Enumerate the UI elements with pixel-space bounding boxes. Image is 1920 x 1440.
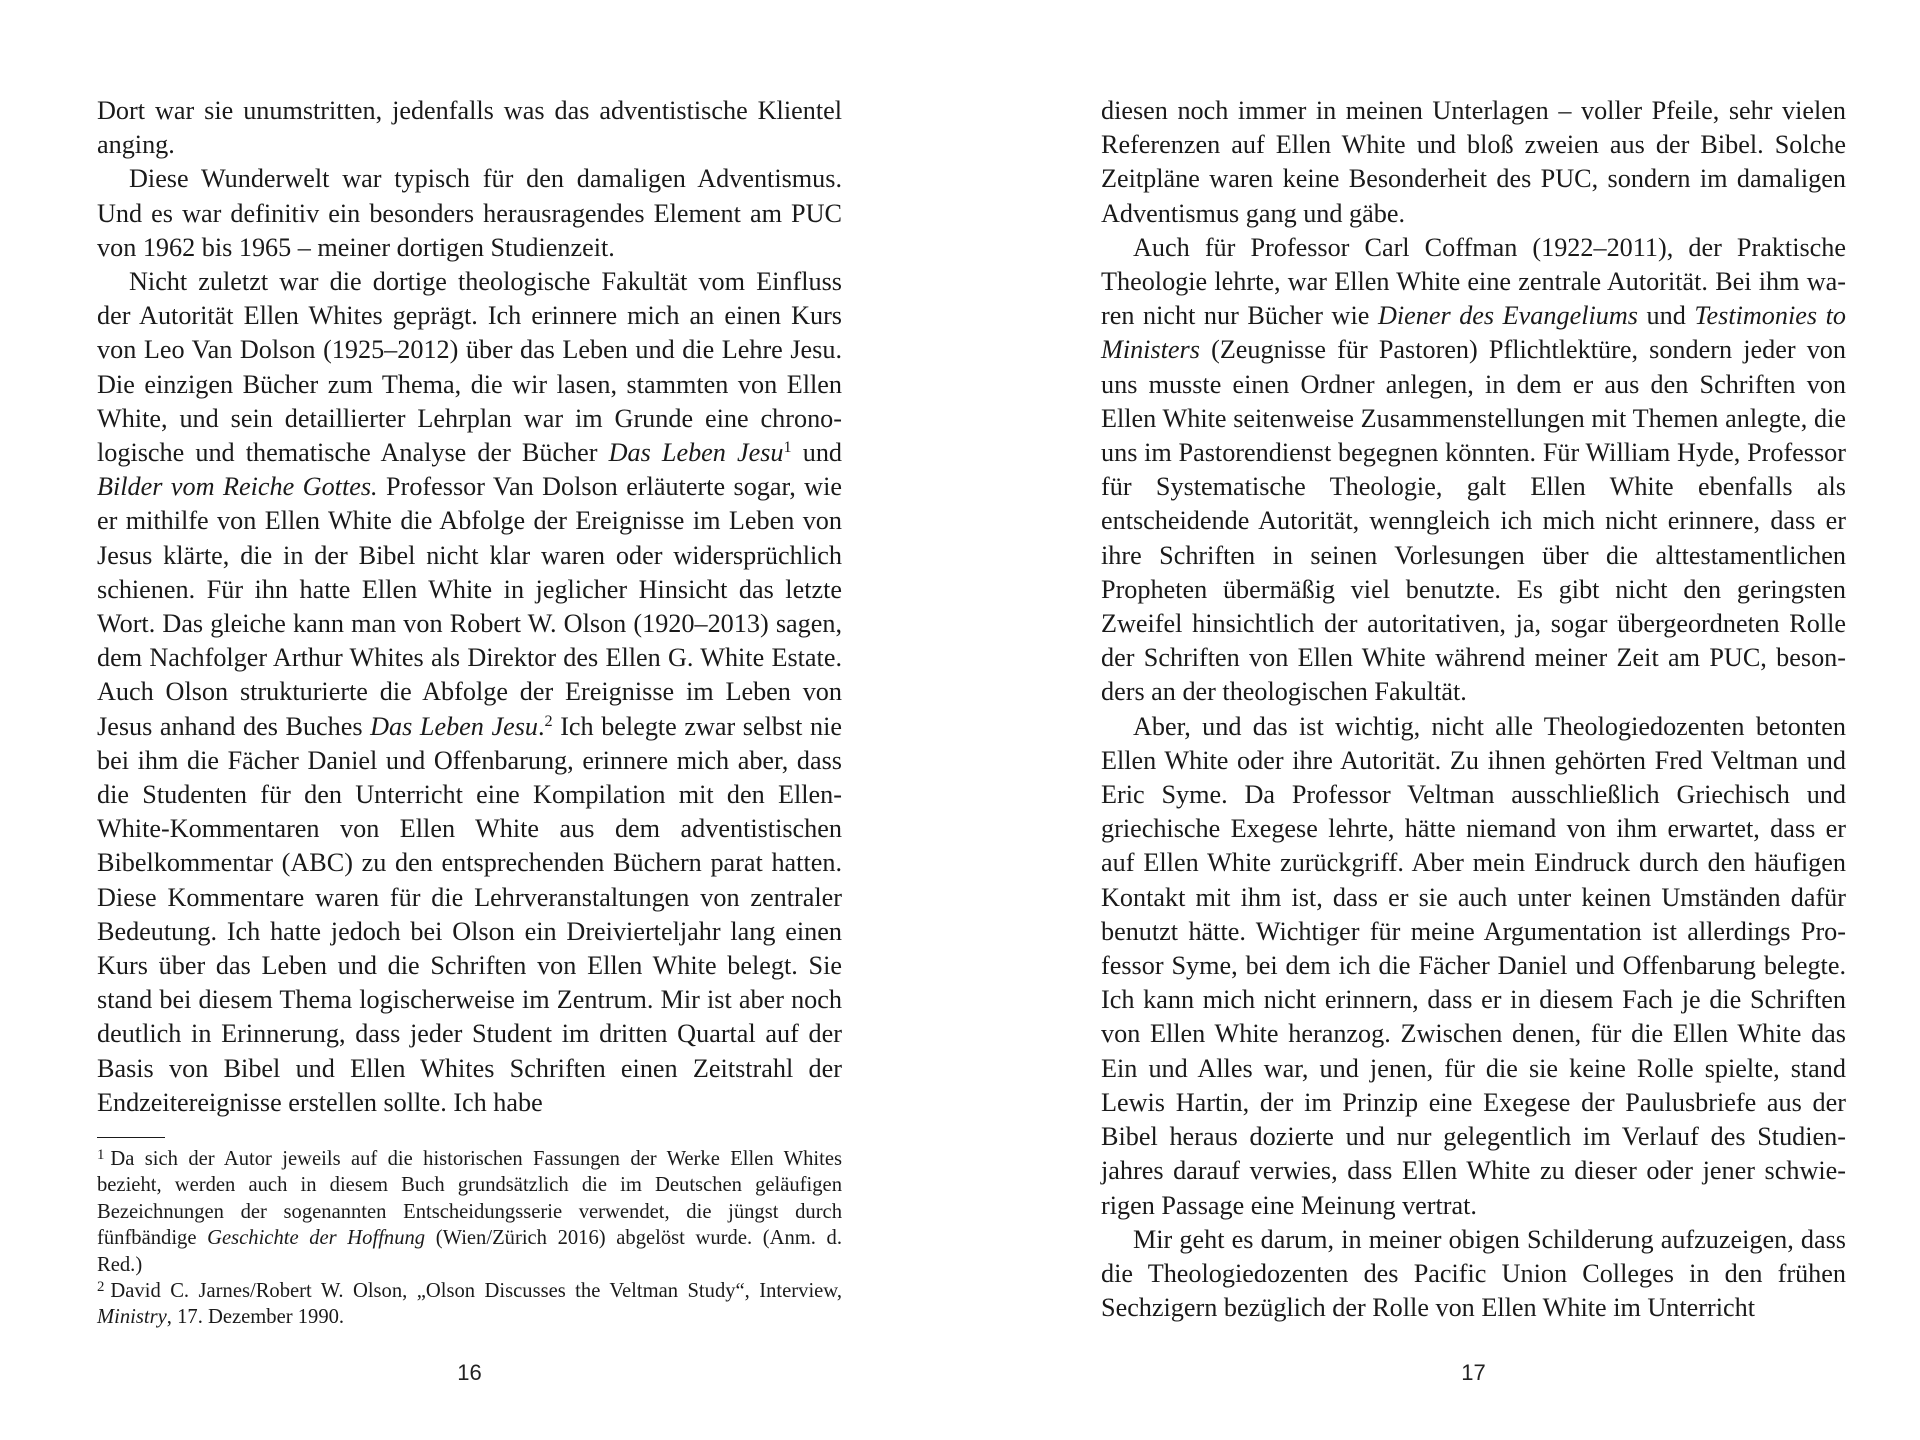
footnote xyxy=(97,1146,842,1278)
paragraph xyxy=(1101,710,1846,1223)
text-run: und xyxy=(1637,301,1695,331)
text-run: Mir geht es darum, in meiner obigen Schilderung aufzuzeigen, dass die Theologiedozenten des Pacific Union Colleges in den frühen Sechzigern bezüglich der Rolle von Ellen White im Unterricht xyxy=(1101,1224,1846,1323)
text-run: Diese Wunderwelt war typisch für den damaligen Adventismus. Und es war definitiv ein besonders herausragendes Element am PUC von 1962 bis 1965 – meiner dortigen Studienzeit. xyxy=(97,164,842,262)
page-number-left: 16 xyxy=(457,1360,482,1385)
italic-text: Das Leben Jesu xyxy=(608,438,784,468)
text-run: Dort war sie unumstritten, jedenfalls was das adventistische Klientel anging. xyxy=(97,96,842,160)
text-run: und xyxy=(791,438,843,468)
page-number-right: 17 xyxy=(1461,1360,1486,1385)
footnote xyxy=(97,1278,842,1331)
paragraph xyxy=(1101,94,1846,231)
paragraph xyxy=(97,94,842,162)
footnote-separator xyxy=(97,1137,165,1138)
italic-text: Geschichte der Hoffnung xyxy=(207,1227,426,1250)
footnote-number: 2 xyxy=(97,1278,105,1295)
paragraph xyxy=(1101,231,1846,710)
italic-text: Das Leben Jesu xyxy=(370,711,538,741)
text-run: (Zeugnisse für Pastoren) Pflichtlektüre, sondern jeder von uns musste einen Ordner anlegen, in dem er aus den Schriften von Ellen White seitenweise Zusammenstellungen mit Themen anlegte, die uns im Pastorendienst begegnen könnten. Für William Hyde, Professor für Systematische Theologie, galt Ellen White ebenfalls als entscheidende Autorität, wenngleich ich mich nicht erinnere, dass er ihre Schriften in seinen Vorlesungen über die alttestamentlichen Propheten übermäßig viel benutzte. Es gibt nicht den geringsten Zweifel hinsichtlich der autoritativen, ja, sogar übergeordneten Rolle der Schriften von Ellen White während meiner Zeit am PUC, besonders an der theologischen Fakultät. xyxy=(1101,335,1846,707)
italic-text: Diener des Evangeliums xyxy=(1377,301,1638,331)
footnote-marker: 1 xyxy=(783,438,792,457)
text-run: Da sich der Autor jeweils auf die historischen Fassungen der Werke Ellen Whites bezieht, werden auch in diesem Buch grundsätzlich die im Deutschen geläufigen Bezeichnungen der sogenannten Entscheidungsserie verwendet, die jüngst durch fünfbändige xyxy=(97,1148,842,1250)
text-run: Professor Van Dolson erläuterte sogar, wie er mithilfe von Ellen White die Abfolge der Ereignisse im Leben von Jesus klärte, die in der Bibel nicht klar waren oder widersprüchlich schienen. Für ihn hatte Ellen White in jeglicher Hinsicht das letzte Wort. Das gleiche kann man von Robert W. Olson (1920–2013) sagen, dem Nachfolger Arthur Whites als Direktor des Ellen G. White Estate. Auch Olson strukturierte die Abfolge der Ereignisse im Leben von Jesus anhand des Buches xyxy=(97,472,842,741)
text-run: , 17. Dezember 1990. xyxy=(166,1306,345,1329)
text-run: Ich belegte zwar selbst nie bei ihm die Fächer Daniel und Offenbarung, erinnere mich aber, dass die Studenten für den Unterricht eine Kompilation mit den Ellen-White-Kommentaren von Ellen White aus dem adventistischen Bibelkommentar (ABC) zu den entsprechenden Büchern parat hatten. Diese Kommentare waren für die Lehrveranstaltungen von zentraler Bedeutung. Ich hatte jedoch bei Olson ein Dreivierteljahr lang einen Kurs über das Leben und die Schriften von Ellen White belegt. Sie stand bei diesem Thema logischerweise im Zentrum. Mir ist aber noch deutlich in Erinnerung, dass jeder Student im dritten Quartal auf der Basis von Bibel und Ellen Whites Schriften einen Zeitstrahl der Endzeitereignisse erstellen sollte. Ich habe xyxy=(97,711,842,1117)
text-run: (Wien/Zürich 2016) abgelöst wurde. (Anm. d. Red.) xyxy=(97,1227,842,1276)
italic-text: Ministry xyxy=(97,1306,167,1329)
text-run: Auch für Professor Carl Coffman (1922–2011), der Praktische Theologie lehrte, war Ellen White eine zentrale Autorität. Bei ihm waren nicht nur Bücher wie xyxy=(1101,232,1846,331)
text-run: Nicht zuletzt war die dortige theologische Fakultät vom Einfluss der Autorität Ellen Whites geprägt. Ich erinnere mich an einen Kurs von Leo Van Dolson (1925–2012) über das Leben und die Lehre Jesu. Die einzigen Bücher zum Thema, die wir lasen, stammten von Ellen White, und sein detaillierter Lehrplan war im Grunde eine chronologische und thematische Analyse der Bücher xyxy=(97,267,842,468)
left-page-footnotes xyxy=(97,1146,842,1331)
text-run: diesen noch immer in meinen Unterlagen – voller Pfeile, sehr vielen Referenzen auf Ellen White und bloß zweien aus der Bibel. Solche Zeitpläne waren keine Besonderheit des PUC, sondern im damaligen Adventismus gang und gäbe. xyxy=(1101,96,1846,228)
footnote-number: 1 xyxy=(97,1146,105,1163)
paragraph xyxy=(1101,1223,1846,1326)
text-run: . xyxy=(537,711,545,741)
italic-text: Testimonies to Ministers xyxy=(1101,301,1847,365)
left-page xyxy=(97,0,842,1440)
paragraph xyxy=(97,162,842,265)
footnote-marker: 2 xyxy=(544,711,553,730)
right-page xyxy=(1101,0,1846,1440)
text-run: David C. Jarnes/Robert W. Olson, „Olson Discusses the Veltman Study“, Interview, xyxy=(110,1280,842,1303)
paragraph xyxy=(97,265,842,1120)
italic-text: Bilder vom Reiche Gottes. xyxy=(97,472,378,502)
left-page-body xyxy=(97,94,842,1120)
right-page-body xyxy=(1101,94,1846,1325)
text-run: Aber, und das ist wichtig, nicht alle Theologiedozenten betonten Ellen White oder ihre Autorität. Zu ihnen gehörten Fred Veltman und Eric Syme. Da Professor Veltman ausschließlich Griechisch und griechische Exegese lehrte, hätte niemand von ihm erwartet, dass er auf Ellen White zurückgriff. Aber mein Eindruck durch den häufigen Kontakt mit ihm ist, dass er sie auch unter keinen Umständen dafür benutzt hätte. Wichtiger für meine Argumentation ist allerdings Professor Syme, bei dem ich die Fächer Daniel und Offenbarung belegte. Ich kann mich nicht erinnern, dass er in diesem Fach je die Schriften von Ellen White heranzog. Zwischen denen, für die Ellen White das Ein und Alles war, und jenen, für die sie keine Rolle spielte, stand Lewis Hartin, der im Prinzip eine Exegese der Paulusbriefe aus der Bibel heraus dozierte und nur gelegentlich im Verlauf des Studienjahres darauf verwies, dass Ellen White zu dieser oder jener schwierigen Passage eine Meinung vertrat. xyxy=(1101,711,1846,1220)
